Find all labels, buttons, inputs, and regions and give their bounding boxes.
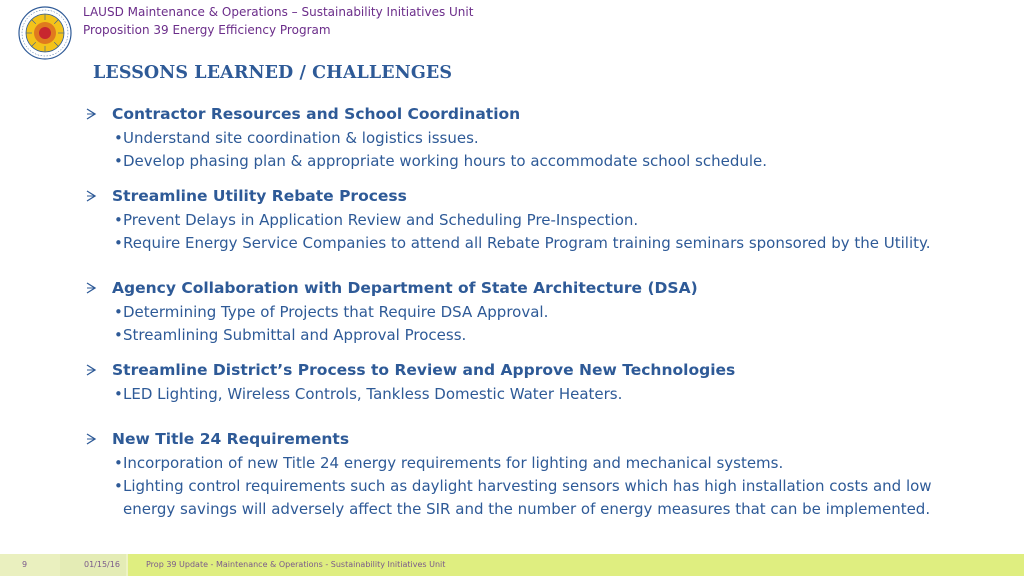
section-title-24 bbox=[84, 429, 984, 521]
list-item-text: Develop phasing plan & appropriate working hours to accommodate school schedule. bbox=[123, 152, 768, 170]
list-item-text: Prevent Delays in Application Review and Scheduling Pre-Inspection. bbox=[123, 211, 639, 229]
footer-date: 01/15/16 bbox=[84, 560, 120, 569]
footer-page-cell bbox=[0, 554, 60, 576]
list-item-text: Streamlining Submittal and Approval Process. bbox=[123, 326, 467, 344]
list-item bbox=[114, 383, 978, 406]
section-new-technologies bbox=[84, 360, 984, 406]
section-contractor-resources bbox=[84, 104, 984, 173]
list-item bbox=[114, 301, 978, 324]
list-item bbox=[114, 475, 978, 521]
section-heading: New Title 24 Requirements bbox=[112, 430, 350, 448]
arrow-bullet-icon bbox=[84, 189, 98, 203]
list-item bbox=[114, 232, 978, 255]
slide-title: LESSONS LEARNED / CHALLENGES bbox=[93, 63, 453, 83]
header-org: LAUSD Maintenance & Operations – Sustainability Initiatives Unit bbox=[83, 5, 474, 19]
lausd-seal-icon bbox=[18, 6, 72, 60]
list-item-text: Determining Type of Projects that Require DSA Approval. bbox=[123, 303, 549, 321]
bullet-dot: • bbox=[114, 477, 123, 495]
bullet-dot: • bbox=[114, 326, 123, 344]
page-number: 9 bbox=[22, 560, 28, 569]
section-utility-rebate bbox=[84, 186, 984, 255]
bullet-dot: • bbox=[114, 303, 123, 321]
header-program: Proposition 39 Energy Efficiency Program bbox=[83, 23, 331, 37]
bullet-dot: • bbox=[114, 454, 123, 472]
list-item-text: Require Energy Service Companies to attend all Rebate Program training seminars sponsored by the Utility. bbox=[123, 234, 931, 252]
list-item bbox=[114, 150, 978, 173]
arrow-bullet-icon bbox=[84, 107, 98, 121]
bullet-dot: • bbox=[114, 129, 123, 147]
section-heading: Streamline District’s Process to Review and Approve New Technologies bbox=[112, 361, 736, 379]
section-heading: Contractor Resources and School Coordination bbox=[112, 105, 521, 123]
list-item-text: Lighting control requirements such as daylight harvesting sensors which has high installation costs and low energy savings will adversely affect the SIR and the number of energy measures that can be implemented. bbox=[123, 477, 932, 518]
footer-bar bbox=[0, 554, 1024, 576]
section-dsa-collaboration bbox=[84, 278, 984, 347]
list-item bbox=[114, 324, 978, 347]
section-heading: Agency Collaboration with Department of State Architecture (DSA) bbox=[112, 279, 698, 297]
arrow-bullet-icon bbox=[84, 363, 98, 377]
bullet-dot: • bbox=[114, 211, 123, 229]
list-item bbox=[114, 127, 978, 150]
arrow-bullet-icon bbox=[84, 281, 98, 295]
list-item bbox=[114, 452, 978, 475]
list-item-text: Incorporation of new Title 24 energy requirements for lighting and mechanical systems. bbox=[123, 454, 784, 472]
arrow-bullet-icon bbox=[84, 432, 98, 446]
list-item bbox=[114, 209, 978, 232]
list-item-text: LED Lighting, Wireless Controls, Tankless Domestic Water Heaters. bbox=[123, 385, 623, 403]
bullet-dot: • bbox=[114, 234, 123, 252]
section-heading: Streamline Utility Rebate Process bbox=[112, 187, 407, 205]
bullet-dot: • bbox=[114, 385, 123, 403]
bullet-dot: • bbox=[114, 152, 123, 170]
list-item-text: Understand site coordination & logistics issues. bbox=[123, 129, 479, 147]
footer-text: Prop 39 Update - Maintenance & Operations - Sustainability Initiatives Unit bbox=[146, 560, 446, 569]
